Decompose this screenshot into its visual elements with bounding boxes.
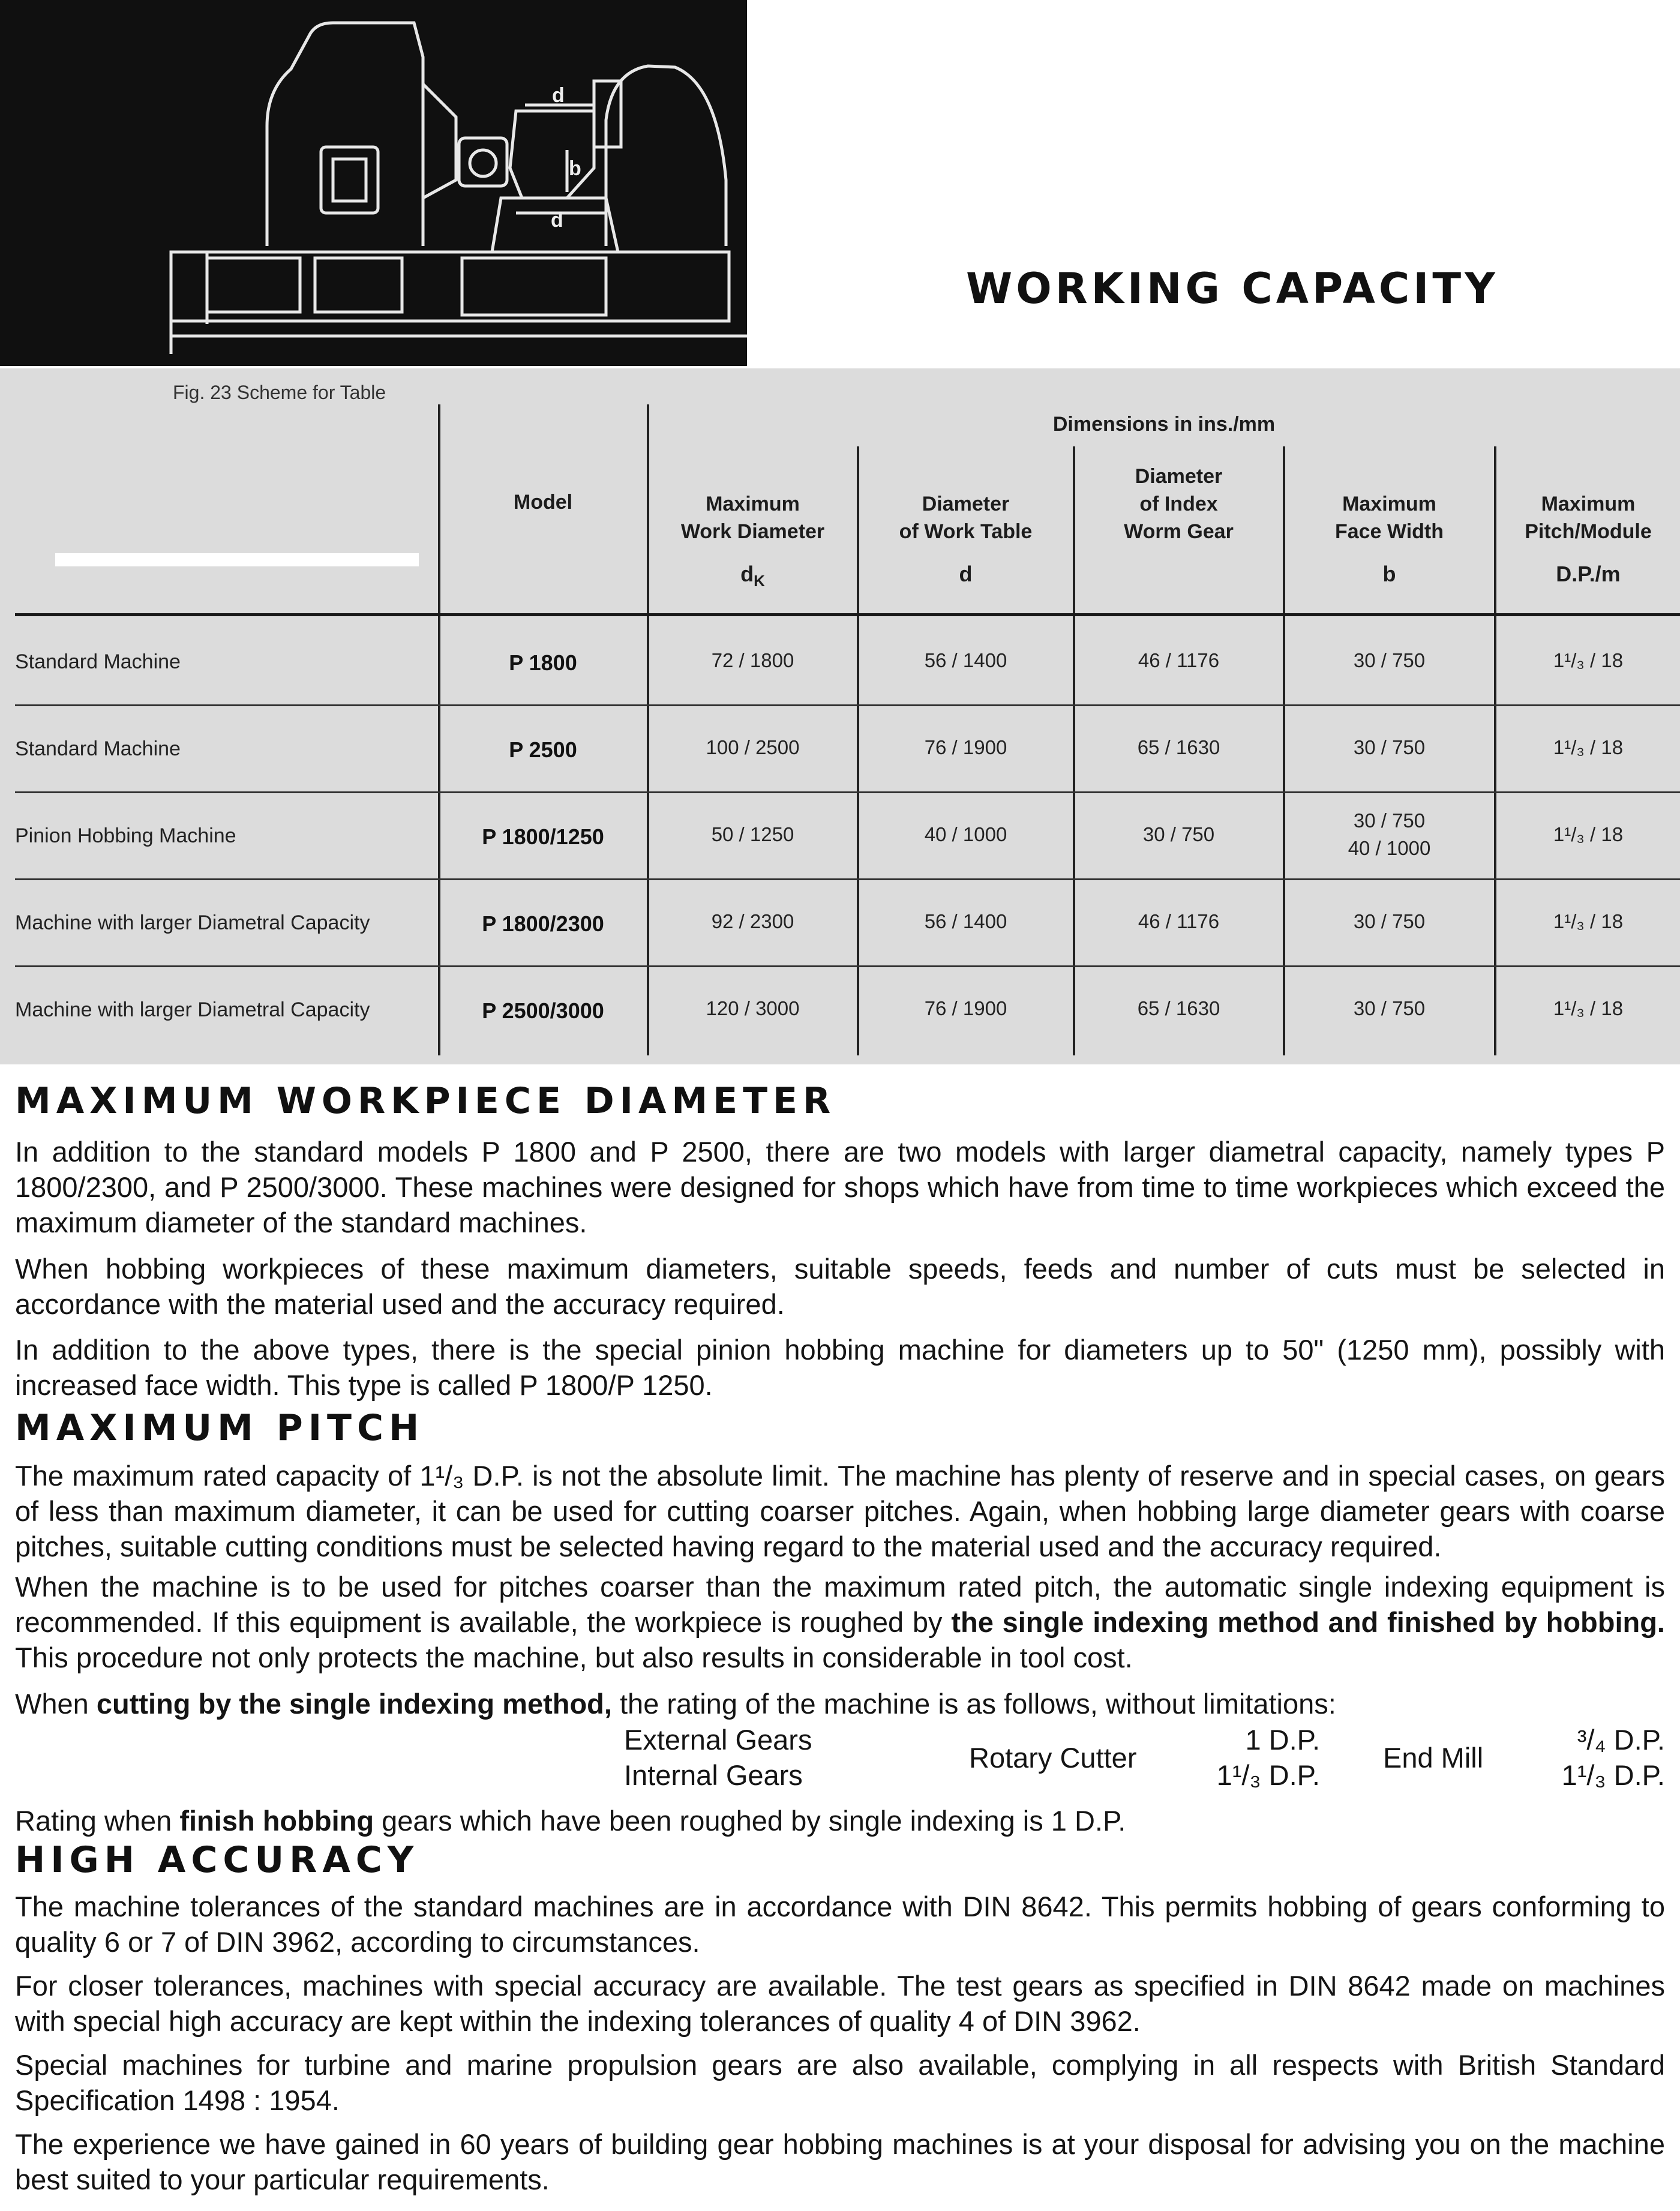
row-label: Standard Machine <box>15 737 181 760</box>
paragraph: For closer tolerances, machines with special accuracy are available. The test gears as specified in DIN 8642 made on machines with special high accuracy are kept within the indexing tolerances of quality 4 of DIN 3962. <box>15 1970 1665 2037</box>
section-heading-workpiece: MAXIMUM WORKPIECE DIAMETER <box>15 1080 836 1122</box>
dimensions-header: Dimensions in ins./mm <box>1052 413 1276 436</box>
table-diameter-cell: 56 / 1400 <box>924 910 1007 932</box>
model-cell: P 1800 <box>509 650 577 675</box>
model-cell: P 2500/3000 <box>482 998 604 1023</box>
machine-scheme-figure <box>0 0 747 366</box>
pitch-cell: 1¹/₃ / 18 <box>1553 910 1624 932</box>
row-label: Standard Machine <box>15 650 181 673</box>
column-header-worm-gear: Diameter of Index Worm Gear <box>1124 465 1234 543</box>
rating-rotary-cutter: Rotary Cutter <box>969 1742 1137 1774</box>
model-cell: P 2500 <box>509 737 577 762</box>
figure-caption: Fig. 23 Scheme for Table <box>173 382 386 403</box>
rating-internal-gears: Internal Gears <box>624 1759 803 1791</box>
model-cell: P 1800/2300 <box>482 911 604 936</box>
work-diameter-cell: 120 / 3000 <box>706 997 800 1019</box>
worm-gear-cell: 30 / 750 <box>1142 823 1215 845</box>
row-rule <box>15 791 1680 793</box>
paragraph: When hobbing workpieces of these maximum diameters, suitable speeds, feeds and number of cuts must be selected in accordance with the material used and the accuracy required. <box>15 1253 1665 1320</box>
work-diameter-cell: 92 / 2300 <box>711 910 794 932</box>
dim-label-d: d <box>551 209 563 232</box>
row-rule <box>15 878 1680 880</box>
column-header-face-width: Maximum Face Width <box>1334 493 1444 543</box>
worm-gear-cell: 65 / 1630 <box>1137 997 1220 1019</box>
model-cell: P 1800/1250 <box>482 824 604 849</box>
column-header-model: Model <box>513 491 573 514</box>
paragraph: The machine tolerances of the standard machines are in accordance with DIN 8642. This permits hobbing of gears conforming to quality 6 or 7 of DIN 3962, according to circumstances. <box>15 1891 1665 1958</box>
row-rule <box>15 704 1680 706</box>
work-diameter-cell: 100 / 2500 <box>706 736 800 758</box>
symbol-b: b <box>1382 562 1396 586</box>
section-heading-pitch: MAXIMUM PITCH <box>15 1407 425 1449</box>
column-header-work-diameter: Maximum Work Diameter <box>680 493 825 543</box>
paragraph: Rating when finish hobbing gears which have been roughed by single indexing is 1 D.P. <box>15 1805 1126 1837</box>
row-label: Machine with larger Diametral Capacity <box>15 911 370 934</box>
rating-endmill-value-2: 1¹/₃ D.P. <box>1561 1759 1665 1791</box>
rating-rotary-value-1: 1 D.P. <box>1245 1724 1320 1756</box>
rating-end-mill: End Mill <box>1383 1742 1484 1774</box>
pitch-cell: 1¹/₃ / 18 <box>1553 823 1624 845</box>
face-width-cell: 30 / 750 40 / 1000 <box>1348 809 1431 859</box>
row-label: Machine with larger Diametral Capacity <box>15 998 370 1021</box>
symbol-dp: D.P./m <box>1556 562 1621 586</box>
white-bar <box>55 553 419 566</box>
face-width-cell: 30 / 750 <box>1353 910 1426 932</box>
dim-label-b: b <box>569 157 581 180</box>
rating-rotary-value-2: 1¹/₃ D.P. <box>1216 1759 1320 1791</box>
hobbing-machine-diagram <box>0 0 747 366</box>
paragraph: The experience we have gained in 60 years of building gear hobbing machines is at your disposal for advising you on the machine best suited to your particular requirements. <box>15 2128 1665 2195</box>
header-rule <box>15 613 1680 616</box>
paragraph: The maximum rated capacity of 1¹/₃ D.P. is not the absolute limit. The machine has plenty of reserve and in special cases, on gears of less than maximum diameter, it can be used for cutting coarser pitches. Again, when hobbing large diameter gears with coarse pitches, suitable cutting conditions must be selected having regard to the material used and the accuracy required. <box>15 1460 1665 1562</box>
rating-external-gears: External Gears <box>624 1724 812 1756</box>
worm-gear-cell: 46 / 1176 <box>1138 649 1220 671</box>
rating-endmill-value-1: ³/₄ D.P. <box>1577 1724 1665 1756</box>
paragraph: When the machine is to be used for pitches coarser than the maximum rated pitch, the automatic single indexing equipment is recommended. If this equipment is available, the workpiece is roughed by the single indexing method and finished by hobbing. This procedure not only protects the machine, but also results in considerable in tool cost. <box>15 1571 1665 1673</box>
work-diameter-cell: 72 / 1800 <box>711 649 794 671</box>
paragraph: Special machines for turbine and marine propulsion gears are also available, complying in all respects with British Standard Specification 1498 : 1954. <box>15 2049 1665 2116</box>
paragraph: When cutting by the single indexing method, the rating of the machine is as follows, without limitations: <box>15 1688 1336 1720</box>
symbol-d: d <box>959 562 973 586</box>
table-diameter-cell: 56 / 1400 <box>924 649 1007 671</box>
row-rule <box>15 965 1680 967</box>
face-width-cell: 30 / 750 <box>1353 736 1426 758</box>
paragraph: In addition to the above types, there is the special pinion hobbing machine for diameters up to 50" (1250 mm), possibly with increased face width. This type is called P 1800/P 1250. <box>15 1334 1665 1401</box>
worm-gear-cell: 65 / 1630 <box>1137 736 1220 758</box>
face-width-cell: 30 / 750 <box>1353 649 1426 671</box>
column-header-pitch: Maximum Pitch/Module <box>1525 493 1652 543</box>
symbol-dk: $d_K$ <box>740 562 765 590</box>
table-diameter-cell: 76 / 1900 <box>924 736 1007 758</box>
column-divider <box>438 404 440 1055</box>
worm-gear-cell: 46 / 1176 <box>1138 910 1220 932</box>
section-heading-accuracy: HIGH ACCURACY <box>15 1839 419 1881</box>
work-diameter-cell: 50 / 1250 <box>711 823 794 845</box>
pitch-cell: 1¹/₃ / 18 <box>1553 649 1624 671</box>
working-capacity-table <box>0 368 1680 1064</box>
table-diameter-cell: 40 / 1000 <box>924 823 1007 845</box>
table-diameter-cell: 76 / 1900 <box>924 997 1007 1019</box>
page-title: WORKING CAPACITY <box>966 264 1499 313</box>
pitch-cell: 1¹/₃ / 18 <box>1553 997 1624 1019</box>
dim-label-dk: d <box>552 84 565 107</box>
paragraph: In addition to the standard models P 1800 and P 2500, there are two models with larger diametral capacity, namely types P 1800/2300, and P 2500/3000. These machines were designed for shops which have from time to time workpieces which exceed the maximum diameter of the standard machines. <box>15 1136 1665 1238</box>
face-width-cell: 30 / 750 <box>1353 997 1426 1019</box>
pitch-cell: 1¹/₃ / 18 <box>1553 736 1624 758</box>
column-header-table-diameter: Diameter of Work Table <box>899 493 1033 543</box>
row-label: Pinion Hobbing Machine <box>15 824 236 847</box>
